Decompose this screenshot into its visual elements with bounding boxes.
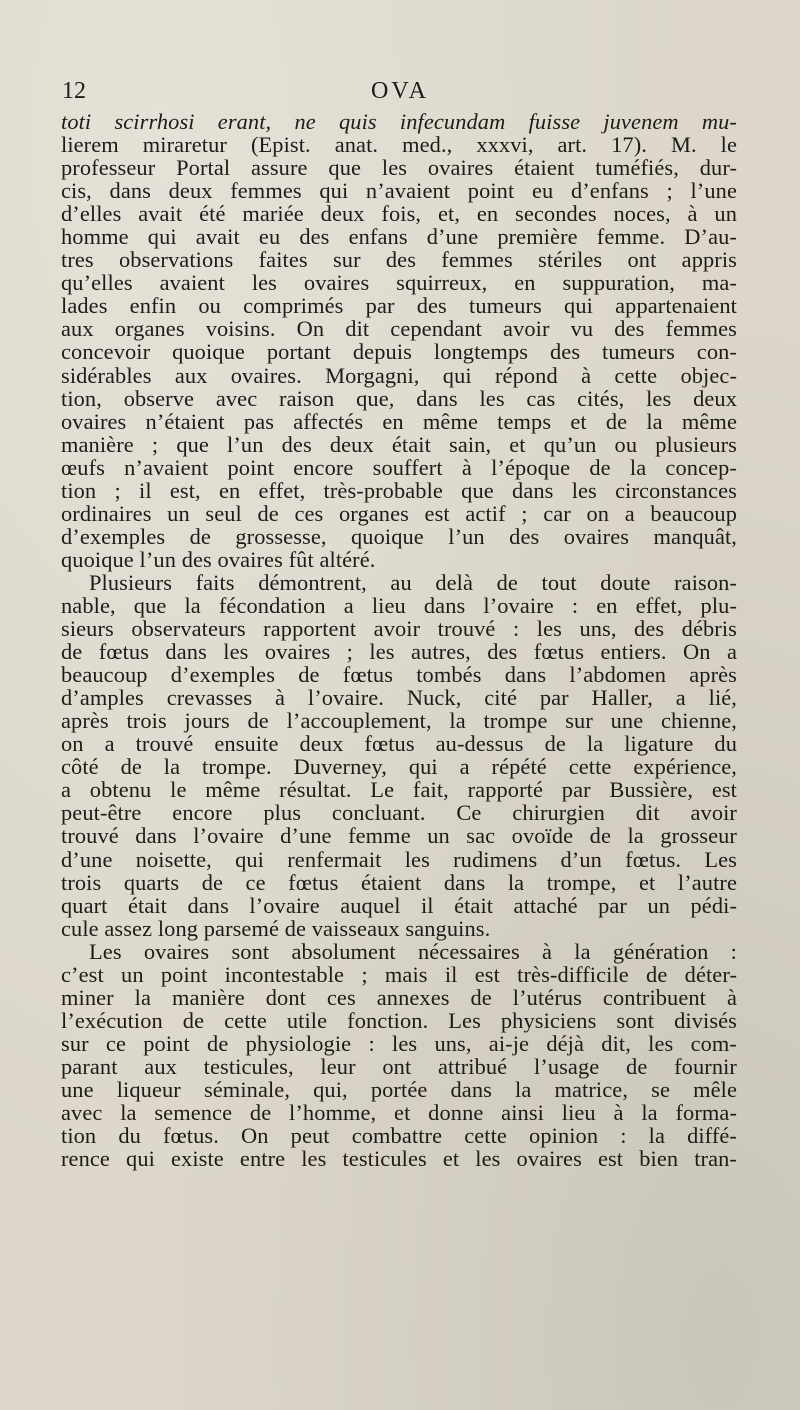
text-line: c’est un point incontestable ; mais il est très-difficile de déter- <box>61 961 737 987</box>
text-line: d’amples crevasses à l’ovaire. Nuck, cité par Haller, a lié, <box>61 685 737 711</box>
text-line: une liqueur séminale, qui, portée dans la matrice, se mêle <box>61 1076 737 1102</box>
text-line: tion du fœtus. On peut combattre cette opinion : la diffé- <box>61 1123 737 1149</box>
text-line: d’exemples de grossesse, quoique l’un des ovaires manquât, <box>61 523 737 549</box>
text-line: trois quarts de ce fœtus étaient dans la trompe, et l’autre <box>61 869 737 895</box>
text-line: parant aux testicules, leur ont attribué l’usage de fournir <box>61 1053 737 1079</box>
text-line: quoique l’un des ovaires fût altéré. <box>61 546 376 572</box>
text-line: professeur Portal assure que les ovaires étaient tuméfiés, dur- <box>61 155 737 181</box>
body-text <box>61 110 737 1170</box>
text-line: Les ovaires sont absolument nécessaires à la génération : <box>89 938 737 964</box>
text-line: lierem miraretur (Epist. anat. med., xxxvi, art. 17). M. le <box>61 132 737 158</box>
text-line: beaucoup d’exemples de fœtus tombés dans l’abdomen après <box>61 662 737 688</box>
text-line: quart était dans l’ovaire auquel il était attaché par un pédi- <box>61 892 737 918</box>
text-line: côté de la trompe. Duverney, qui a répété cette expérience, <box>61 754 737 780</box>
text-line: on a trouvé ensuite deux fœtus au-dessus de la ligature du <box>61 731 737 757</box>
text-line: avec la semence de l’homme, et donne ainsi lieu à la forma- <box>61 1100 737 1126</box>
text-line: qu’elles avaient les ovaires squirreux, en suppuration, ma- <box>61 270 737 296</box>
text-line: l’exécution de cette utile fonction. Les physiciens sont divisés <box>61 1007 737 1033</box>
text-line: cule assez long parsemé de vaisseaux sanguins. <box>61 915 491 941</box>
text-line: trouvé dans l’ovaire d’une femme un sac ovoïde de la grosseur <box>61 823 737 849</box>
text-line: aux organes voisins. On dit cependant avoir vu des femmes <box>61 316 737 342</box>
text-line: manière ; que l’un des deux était sain, et qu’un ou plusieurs <box>61 431 737 457</box>
running-head <box>62 73 738 109</box>
text-line: toti scirrhosi erant, ne quis infecundam fuisse juvenem mu- <box>61 109 737 134</box>
text-line: Plusieurs faits démontrent, au delà de tout doute raison- <box>89 569 737 595</box>
text-line: après trois jours de l’accouplement, la trompe sur une chienne, <box>61 708 737 734</box>
text-line: miner la manière dont ces annexes de l’utérus contribuent à <box>61 984 737 1010</box>
page-number: 12 <box>62 78 86 104</box>
text-line: ordinaires un seul de ces organes est actif ; car on a beaucoup <box>61 500 737 526</box>
text-line: peut-être encore plus concluant. Ce chirurgien dit avoir <box>61 800 737 826</box>
text-line: cis, dans deux femmes qui n’avaient point eu d’enfans ; l’une <box>61 178 737 204</box>
running-title: OVA <box>371 78 429 104</box>
text-line: tion ; il est, en effet, très-probable que dans les circonstances <box>61 477 737 503</box>
text-line: ovaires n’étaient pas affectés en même temps et de la même <box>61 408 737 434</box>
text-line: lades enfin ou comprimés par des tumeurs qui appartenaient <box>61 293 737 319</box>
text-line: sur ce point de physiologie : les uns, ai-je déjà dit, les com- <box>61 1030 737 1056</box>
text-line: œufs n’avaient point encore souffert à l’époque de la concep- <box>61 454 737 480</box>
text-line: a obtenu le même résultat. Le fait, rapporté par Bussière, est <box>61 777 737 803</box>
text-line: sieurs observateurs rapportent avoir trouvé : les uns, des débris <box>61 616 737 642</box>
text-line: tres observations faites sur des femmes stériles ont appris <box>61 247 737 273</box>
text-line: d’elles avait été mariée deux fois, et, en secondes noces, à un <box>61 201 737 227</box>
text-line: d’une noisette, qui renfermait les rudimens d’un fœtus. Les <box>61 846 737 872</box>
text-line: concevoir quoique portant depuis longtemps des tumeurs con- <box>61 339 737 365</box>
text-line: tion, observe avec raison que, dans les cas cités, les deux <box>61 385 737 411</box>
text-line: homme qui avait eu des enfans d’une première femme. D’au- <box>61 224 737 250</box>
text-line: sidérables aux ovaires. Morgagni, qui répond à cette objec- <box>61 362 737 388</box>
text-line: de fœtus dans les ovaires ; les autres, des fœtus entiers. On a <box>61 639 737 665</box>
text-line: nable, que la fécondation a lieu dans l’ovaire : en effet, plu- <box>61 592 737 618</box>
text-line: rence qui existe entre les testicules et les ovaires est bien tran- <box>61 1146 737 1172</box>
